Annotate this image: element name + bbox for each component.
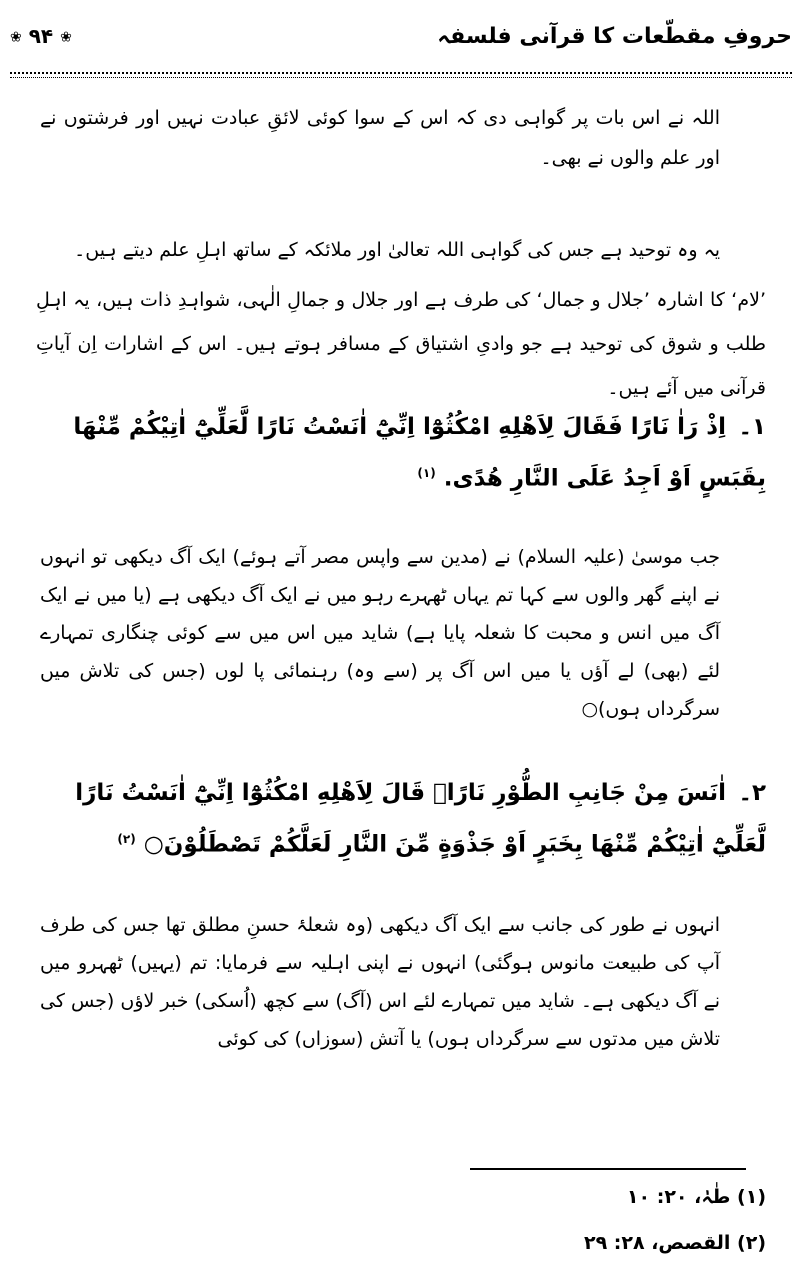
footnote-ref: (۱): [417, 466, 436, 480]
verse-arabic: اِذْ رَاٰ نَارًا فَقَالَ لِاَهْلِهِ امْكُثُوْٓا اِنِّيْٓ اٰنَسْتُ نَارًا لَّعَلِّيْٓ اٰتِيْكُمْ مِّنْهَا بِقَبَسٍ اَوْ اَجِدُ عَلَى النَّارِ هُدًى.: [73, 414, 766, 492]
header-rule: [10, 72, 792, 74]
translation-1: جب موسیٰ (علیہ السلام) نے (مدین سے واپس مصر آتے ہوئے) ایک آگ دیکھی تو انہوں نے اپنے گھر والوں سے کہا تم یہاں ٹھہرے رہو میں نے ایک آگ دیکھی ہے (یا میں نے ایک آگ میں انس و محبت کا شعلہ پایا ہے) شاید میں اس میں سے کوئی چنگاری تمہارے لئے (بھی) لے آؤں یا میں اس آگ پر (سے وہ) رہنمائی پا لوں (جس کی تلاش میں سرگرداں ہوں)○: [40, 546, 720, 720]
header-rule-secondary: [10, 77, 792, 78]
verse-2: [36, 770, 766, 868]
page-number: ۹۴: [28, 24, 54, 48]
verse-number: ۲۔: [738, 780, 766, 806]
footnote-2: (۲) القصص، ۲۸: ۲۹: [583, 1232, 766, 1254]
ornament-right-icon: ❀: [60, 29, 72, 46]
page-number-block: [10, 24, 72, 48]
verse-number: ۱۔: [738, 414, 766, 440]
footnote-1: (۱) طٰہٰ، ۲۰: ۱۰: [626, 1186, 766, 1208]
paragraph-tawhid: یہ وہ توحید ہے جس کی گواہی اللہ تعالیٰ اور ملائکہ کے ساتھ اہلِ علم دیتے ہیں۔: [74, 239, 720, 261]
verse-1: [36, 404, 766, 502]
ornament-left-icon: ❀: [10, 29, 22, 46]
running-title: حروفِ مقطّعات کا قرآنی فلسفہ: [437, 24, 792, 49]
translation-2: انہوں نے طور کی جانب سے ایک آگ دیکھی (وہ شعلۂ حسنِ مطلق تھا جس کی طرف آپ کی طبیعت مانوس ہوگئی) انہوں نے اپنی اہلیہ سے فرمایا: تم (یہیں) ٹھہرو میں نے آگ دیکھی ہے۔ شاید میں تمہارے لئے اس (آگ) سے کچھ (اُسکی) خبر لاؤں (جس کی تلاش میں مدتوں سے سرگرداں ہوں) یا آتش (سوزاں) کی کوئی: [40, 914, 720, 1050]
footnote-rule: [470, 1168, 746, 1170]
paragraph-lam: ’لام‘ کا اشارہ ’جلال و جمال‘ کی طرف ہے اور جلال و جمالِ الٰہی، شواہدِ ذات ہیں، یہ اہلِ طلب و شوق کی توحید ہے جو وادیِ اشتیاق کے مسافر ہوتے ہیں۔ اس کے اشارات اِن آیاتِ قرآنی میں آئے ہیں۔: [36, 289, 766, 399]
page-header: [10, 18, 792, 62]
paragraph-shahada: اللہ نے اس بات پر گواہی دی کہ اس کے سوا کوئی لائقِ عبادت نہیں اور فرشتوں نے اور علم والوں نے بھی۔: [40, 107, 720, 169]
verse-arabic: اٰنَسَ مِنْ جَانِبِ الطُّوْرِ نَارًاۚ قَالَ لِاَهْلِهِ امْكُثُوْٓا اِنِّيْٓ اٰنَسْتُ نَارًا لَّعَلِّيْٓ اٰتِيْكُمْ مِّنْهَا بِخَبَرٍ اَوْ جَذْوَةٍ مِّنَ النَّارِ لَعَلَّكُمْ تَصْطَلُوْنَ○: [75, 780, 766, 858]
footnote-ref: (۲): [117, 832, 136, 846]
